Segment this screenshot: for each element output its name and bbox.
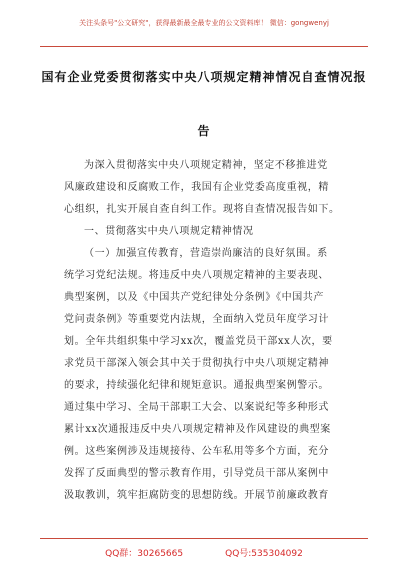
document-title-line2: 告 [197,124,211,138]
body-line: 的要求，持续强化纪律和规矩意识。通报典型案例警示。 [64,380,329,391]
body-line: 例。这些案例涉及违规接待、公车私用等多个方面，充分 [64,446,329,457]
footer [0,546,408,559]
banner-text: 关注头条号"公文研究"，获得最新最全最专业的公文资料库！ 微信：gongwenyj [79,19,329,27]
footer-divider [40,538,368,539]
body-line: 发挥了反面典型的警示教育作用，引导党员干部从案例中 [64,468,329,479]
body-line: 划。全年共组织集中学习xx次，覆盖党员干部xx人次，要 [64,336,333,347]
footer-qq-group: QQ群：30265665 [105,549,184,559]
body-line: 心组织，扎实开展自查自纠工作。现将自查情况报告如下。 [64,204,340,215]
document-title-line1: 国有企业党委贯彻落实中央八项规定精神情况自查情况报 [41,70,367,84]
body-line: 风廉政建设和反腐败工作，我国有企业党委高度重视，精 [64,182,329,193]
body-line: 党问责条例》等重要党内法规，全面纳入党员年度学习计 [64,314,329,325]
footer-qq-number: QQ号:535304092 [225,549,303,559]
body-line: 通过集中学习、全局干部职工大会、以案说纪等多种形式 [64,402,329,413]
body-line: 汲取教训，筑牢拒腐防变的思想防线。开展节前廉政教育 [64,490,329,501]
body-line: （一）加强宣传教育，营造崇尚廉洁的良好氛围。系 [84,248,328,259]
document-body [64,155,356,507]
body-line: 求党员干部深入领会其中关于贯彻执行中央八项规定精神 [64,358,329,369]
body-line: 统学习党纪法规。将违反中央八项规定精神的主要表现、 [64,270,329,281]
body-line: 为深入贯彻落实中央八项规定精神，坚定不移推进党 [84,160,328,171]
header-divider [40,46,368,47]
body-line: 典型案例，以及《中国共产党纪律处分条例》《中国共产 [64,292,324,303]
body-line: 累计xx次通报违反中央八项规定精神及作风建设的典型案 [64,424,331,435]
section-heading: 一、贯彻落实中央八项规定精神情况 [84,226,254,237]
top-banner [0,0,408,46]
